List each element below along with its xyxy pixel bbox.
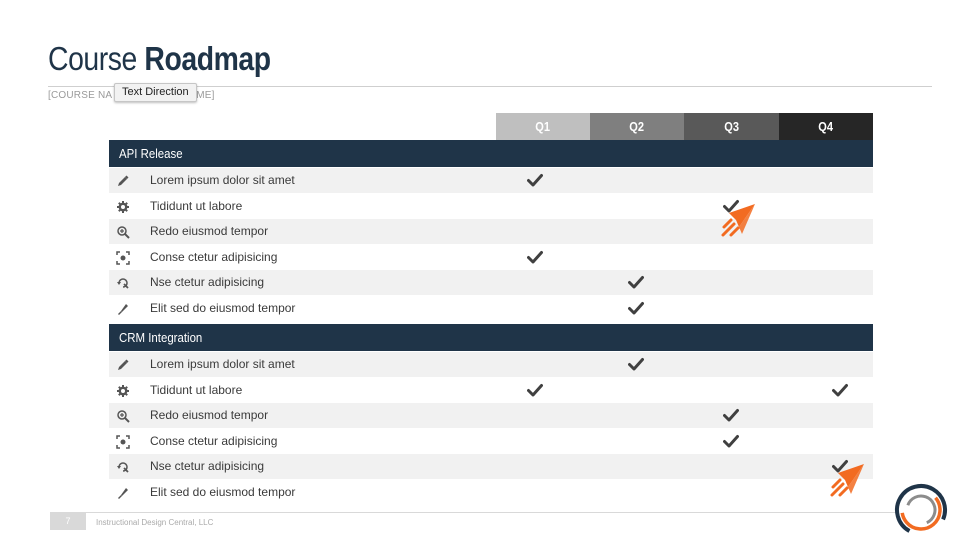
row-label: Tididunt ut labore <box>150 382 243 397</box>
pencil-icon <box>116 174 130 188</box>
row-label: Redo eiusmod tempor <box>150 408 269 422</box>
quarter-header-q2 <box>590 113 684 140</box>
checkmark-icon <box>527 383 543 397</box>
table-row <box>109 270 873 295</box>
row-label: Nse ctetur adipisicing <box>150 275 265 289</box>
brush-icon <box>116 486 130 500</box>
gear-icon <box>116 384 130 398</box>
page-number: 7 <box>50 512 86 530</box>
footer-divider <box>86 512 896 513</box>
table-row <box>109 296 873 321</box>
page-title <box>48 40 271 78</box>
quarter-label: Q2 <box>629 119 645 134</box>
footer-company: Instructional Design Central, LLC <box>96 518 214 527</box>
section-title: API Release <box>119 146 183 161</box>
refresh-icon <box>116 276 130 290</box>
text-direction-tooltip: Text Direction <box>114 83 197 102</box>
swirl-logo-icon <box>893 482 949 538</box>
row-label: Elit sed do eiusmod tempor <box>150 300 296 315</box>
table-row <box>109 429 873 454</box>
table-row <box>109 352 873 377</box>
page-title-bold: Roadmap <box>144 40 271 77</box>
checkmark-icon <box>628 301 644 315</box>
row-label: Conse ctetur adipisicing <box>150 249 278 264</box>
checkmark-icon <box>832 383 848 397</box>
row-label: Conse ctetur adipisicing <box>150 433 278 448</box>
brush-icon <box>116 302 130 316</box>
zoom-icon <box>116 409 130 423</box>
quarter-header-q4 <box>779 113 873 140</box>
checkmark-icon <box>628 275 644 289</box>
gear-icon <box>116 200 130 214</box>
rocket-icon <box>824 460 868 504</box>
row-label: Nse ctetur adipisicing <box>150 459 265 473</box>
table-row <box>109 245 873 270</box>
page-title-regular: Course <box>48 40 137 77</box>
row-label: Redo eiusmod tempor <box>150 224 269 238</box>
checkmark-icon <box>527 173 543 187</box>
section-title: CRM Integration <box>119 330 203 345</box>
row-label: Tididunt ut labore <box>150 198 243 213</box>
quarter-header-q1 <box>496 113 590 140</box>
focus-icon <box>116 251 130 265</box>
zoom-icon <box>116 225 130 239</box>
course-name-left: [COURSE NA <box>48 90 113 101</box>
table-row <box>109 378 873 403</box>
row-label: Elit sed do eiusmod tempor <box>150 484 296 499</box>
checkmark-icon <box>527 250 543 264</box>
section-header <box>109 324 873 351</box>
table-row <box>109 480 873 505</box>
checkmark-icon <box>628 357 644 371</box>
quarter-header-q3 <box>684 113 779 140</box>
course-name-right: ME] <box>196 90 215 101</box>
table-row <box>109 403 873 428</box>
refresh-icon <box>116 460 130 474</box>
quarter-label: Q3 <box>724 119 739 134</box>
quarter-label: Q4 <box>818 119 834 134</box>
focus-icon <box>116 435 130 449</box>
checkmark-icon <box>723 408 739 422</box>
section-header <box>109 140 873 167</box>
checkmark-icon <box>723 434 739 448</box>
quarter-label: Q1 <box>535 119 551 134</box>
rocket-icon <box>715 200 759 244</box>
row-label: Lorem ipsum dolor sit amet <box>150 173 295 187</box>
row-label: Lorem ipsum dolor sit amet <box>150 357 295 371</box>
table-row <box>109 168 873 193</box>
pencil-icon <box>116 358 130 372</box>
table-row <box>109 454 873 479</box>
